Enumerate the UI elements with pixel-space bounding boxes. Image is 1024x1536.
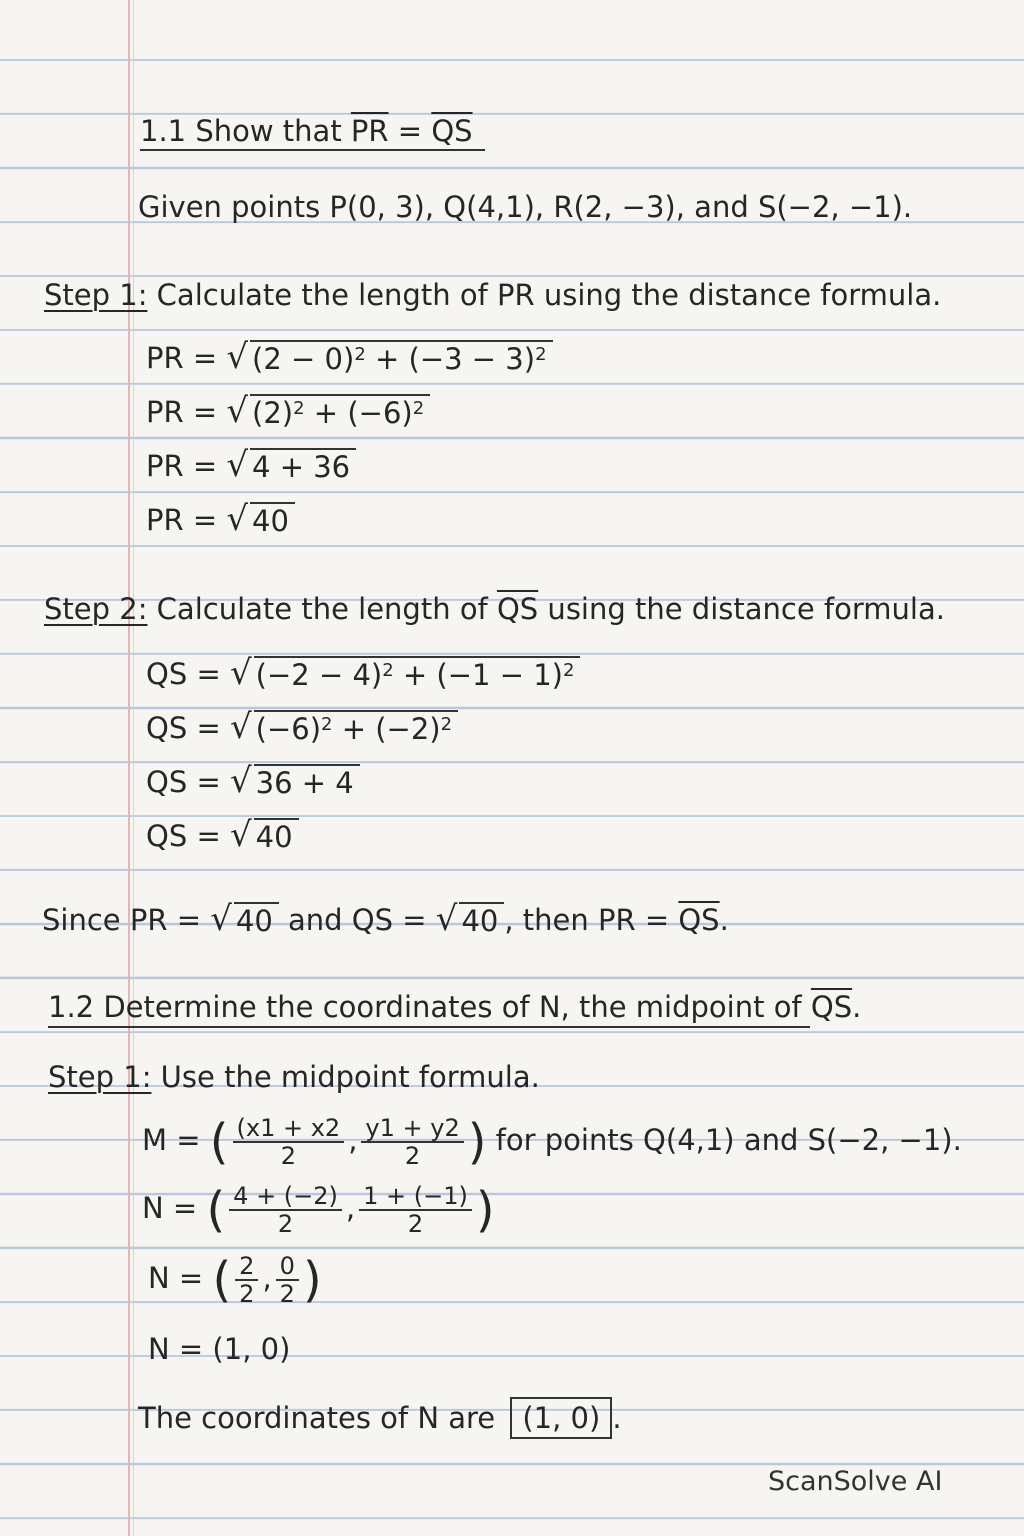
numerator: 1 + (−1) — [359, 1183, 472, 1211]
paren-open: ( — [212, 1252, 232, 1308]
m-lhs: M = — [142, 1123, 201, 1157]
exponent: 2 — [412, 398, 425, 419]
numerator: y1 + y2 — [361, 1115, 463, 1143]
pr-lhs: PR = — [146, 503, 218, 537]
term: (−6) — [255, 712, 322, 746]
segment-pr: $\overline{PR}$ — [350, 114, 389, 148]
exponent: 2 — [382, 660, 394, 681]
radical: √ 36 + 4 — [230, 764, 360, 800]
answer-box: (1, 0) — [510, 1397, 612, 1439]
qs-lhs: QS = — [146, 819, 221, 853]
radicand: 40 — [250, 502, 295, 538]
term: + (−1 − 1) — [393, 658, 563, 692]
answer-line — [138, 1396, 622, 1440]
paren-close: ) — [475, 1182, 495, 1238]
denominator: 2 — [280, 1142, 296, 1170]
denominator: 2 — [407, 1210, 424, 1238]
step1-label: Step 1: — [44, 278, 148, 312]
radical: √ $(-6)^2 + (-2)^2$ — [230, 710, 458, 746]
exponent: 2 — [535, 344, 547, 365]
segment-qs: $\overline{QS}$ — [678, 903, 720, 937]
heading-underline — [48, 1026, 810, 1028]
denominator: 2 — [279, 1280, 295, 1308]
radicand: 40 — [254, 818, 299, 854]
radicand: 40 — [234, 902, 279, 938]
radical: √ $(2)^2 + (-6)^2$ — [226, 394, 430, 430]
m-formula-line: M = ( $\frac{(x1 + x2}{2}$ , $\frac{y1 + y2}{2}$ ) for points Q(4,1) and S(−2, −1). — [142, 1114, 962, 1170]
pr-lhs: PR = — [146, 449, 218, 483]
numerator: 2 — [235, 1253, 258, 1281]
heading-period: . — [852, 990, 862, 1024]
numerator: 4 + (−2) — [229, 1183, 342, 1211]
since-period: . — [719, 903, 729, 937]
qs-lhs: QS = — [146, 711, 221, 745]
radical: √ 40 — [226, 502, 295, 538]
radicand: 40 — [459, 902, 504, 938]
pr-lhs: PR = — [146, 395, 218, 429]
term: + (−2) — [332, 712, 441, 746]
since-text: , then PR = — [504, 903, 679, 937]
term: (2) — [252, 396, 294, 430]
denominator: 2 — [277, 1210, 294, 1238]
exponent: 2 — [563, 660, 575, 681]
step2-line — [44, 592, 945, 626]
answer-period: . — [612, 1401, 622, 1435]
pr-line-1 — [146, 337, 553, 377]
fraction — [229, 1183, 342, 1237]
section-2-heading — [48, 990, 861, 1024]
paren-close: ) — [467, 1114, 487, 1170]
radicand: 36 + 4 — [254, 764, 360, 800]
step1-text: Calculate the length of PR using the distance formula. — [147, 278, 942, 312]
n-result: N = (1, 0) — [148, 1332, 291, 1366]
exponent: 2 — [440, 714, 453, 735]
margin-line-inner — [133, 0, 134, 1536]
fraction — [361, 1115, 463, 1169]
pr-line-2 — [146, 391, 430, 431]
exponent: 2 — [293, 398, 305, 419]
qs-line-2 — [146, 707, 458, 747]
heading-underline — [140, 149, 485, 151]
segment-qs: $\overline{QS}$ — [810, 990, 853, 1024]
step1-text: Use the midpoint formula. — [151, 1060, 540, 1094]
step1-midpoint-line — [48, 1060, 540, 1094]
step2-text: using the distance formula. — [538, 592, 945, 626]
qs-line-3 — [146, 761, 360, 801]
radical: √ 40 — [230, 818, 299, 854]
exponent: 2 — [354, 344, 366, 365]
n-line-2: N = ( $\frac{2}{2}$ , $\frac{0}{2}$ ) — [148, 1252, 322, 1308]
segment-qs: $\overline{QS}$ — [496, 592, 539, 626]
heading-prefix: 1.1 Show that — [140, 114, 351, 148]
pr-line-4 — [146, 499, 295, 539]
radical: √ 40 — [210, 902, 279, 938]
numerator: 0 — [276, 1253, 299, 1281]
fraction — [276, 1253, 299, 1307]
since-text: and QS = — [278, 903, 436, 937]
pr-lhs: PR = — [146, 341, 218, 375]
paren-close: ) — [302, 1252, 322, 1308]
step1-label: Step 1: — [48, 1060, 152, 1094]
denominator: 2 — [404, 1142, 421, 1170]
heading-equals: = — [388, 114, 432, 148]
given-points: Given points P(0, 3), Q(4,1), R(2, −3), and S(−2, −1). — [138, 190, 913, 224]
answer-text: The coordinates of N are — [138, 1401, 505, 1435]
radical: √ 4 + 36 — [226, 448, 356, 484]
section-1-heading — [140, 114, 473, 148]
term: (−2 − 4) — [255, 658, 383, 692]
n-lhs: N = — [148, 1261, 204, 1295]
paren-open: ( — [209, 1114, 229, 1170]
term: (2 − 0) — [252, 342, 355, 376]
n-lhs: N = — [142, 1191, 198, 1225]
denominator: 2 — [239, 1280, 255, 1308]
qs-line-1 — [146, 653, 580, 693]
segment-qs: $\overline{QS}$ — [431, 114, 473, 148]
qs-lhs: QS = — [146, 657, 221, 691]
radical: √ $(-2 - 4)^2 + (-1 - 1)^2$ — [230, 656, 580, 692]
fraction — [235, 1253, 258, 1307]
numerator: (x1 + x2 — [233, 1115, 345, 1143]
paren-open: ( — [206, 1182, 226, 1238]
qs-lhs: QS = — [146, 765, 221, 799]
m-tail: for points Q(4,1) and S(−2, −1). — [486, 1123, 962, 1157]
heading-text: 1.2 Determine the coordinates of N, the midpoint of — [48, 990, 811, 1024]
margin-line — [128, 0, 130, 1536]
step2-text: Calculate the length of — [147, 592, 497, 626]
exponent: 2 — [321, 714, 333, 735]
term: + (−6) — [304, 396, 413, 430]
radical: √ $(2 - 0)^2 + (-3 - 3)^2$ — [226, 340, 552, 376]
pr-line-3 — [146, 445, 356, 485]
step2-label: Step 2: — [44, 592, 148, 626]
fraction — [233, 1115, 345, 1169]
brand-watermark: ScanSolve AI — [768, 1466, 943, 1497]
fraction — [359, 1183, 472, 1237]
qs-line-4 — [146, 815, 299, 855]
step1-line — [44, 278, 941, 312]
since-text: Since PR = — [42, 903, 211, 937]
radicand: 4 + 36 — [250, 448, 356, 484]
since-line — [42, 899, 729, 939]
n-line-1: N = ( $\frac{4 + (-2)}{2}$ , $\frac{1 + (-1)}{2}$ ) — [142, 1182, 495, 1238]
term: + (−3 − 3) — [365, 342, 536, 376]
radical: √ 40 — [436, 902, 505, 938]
